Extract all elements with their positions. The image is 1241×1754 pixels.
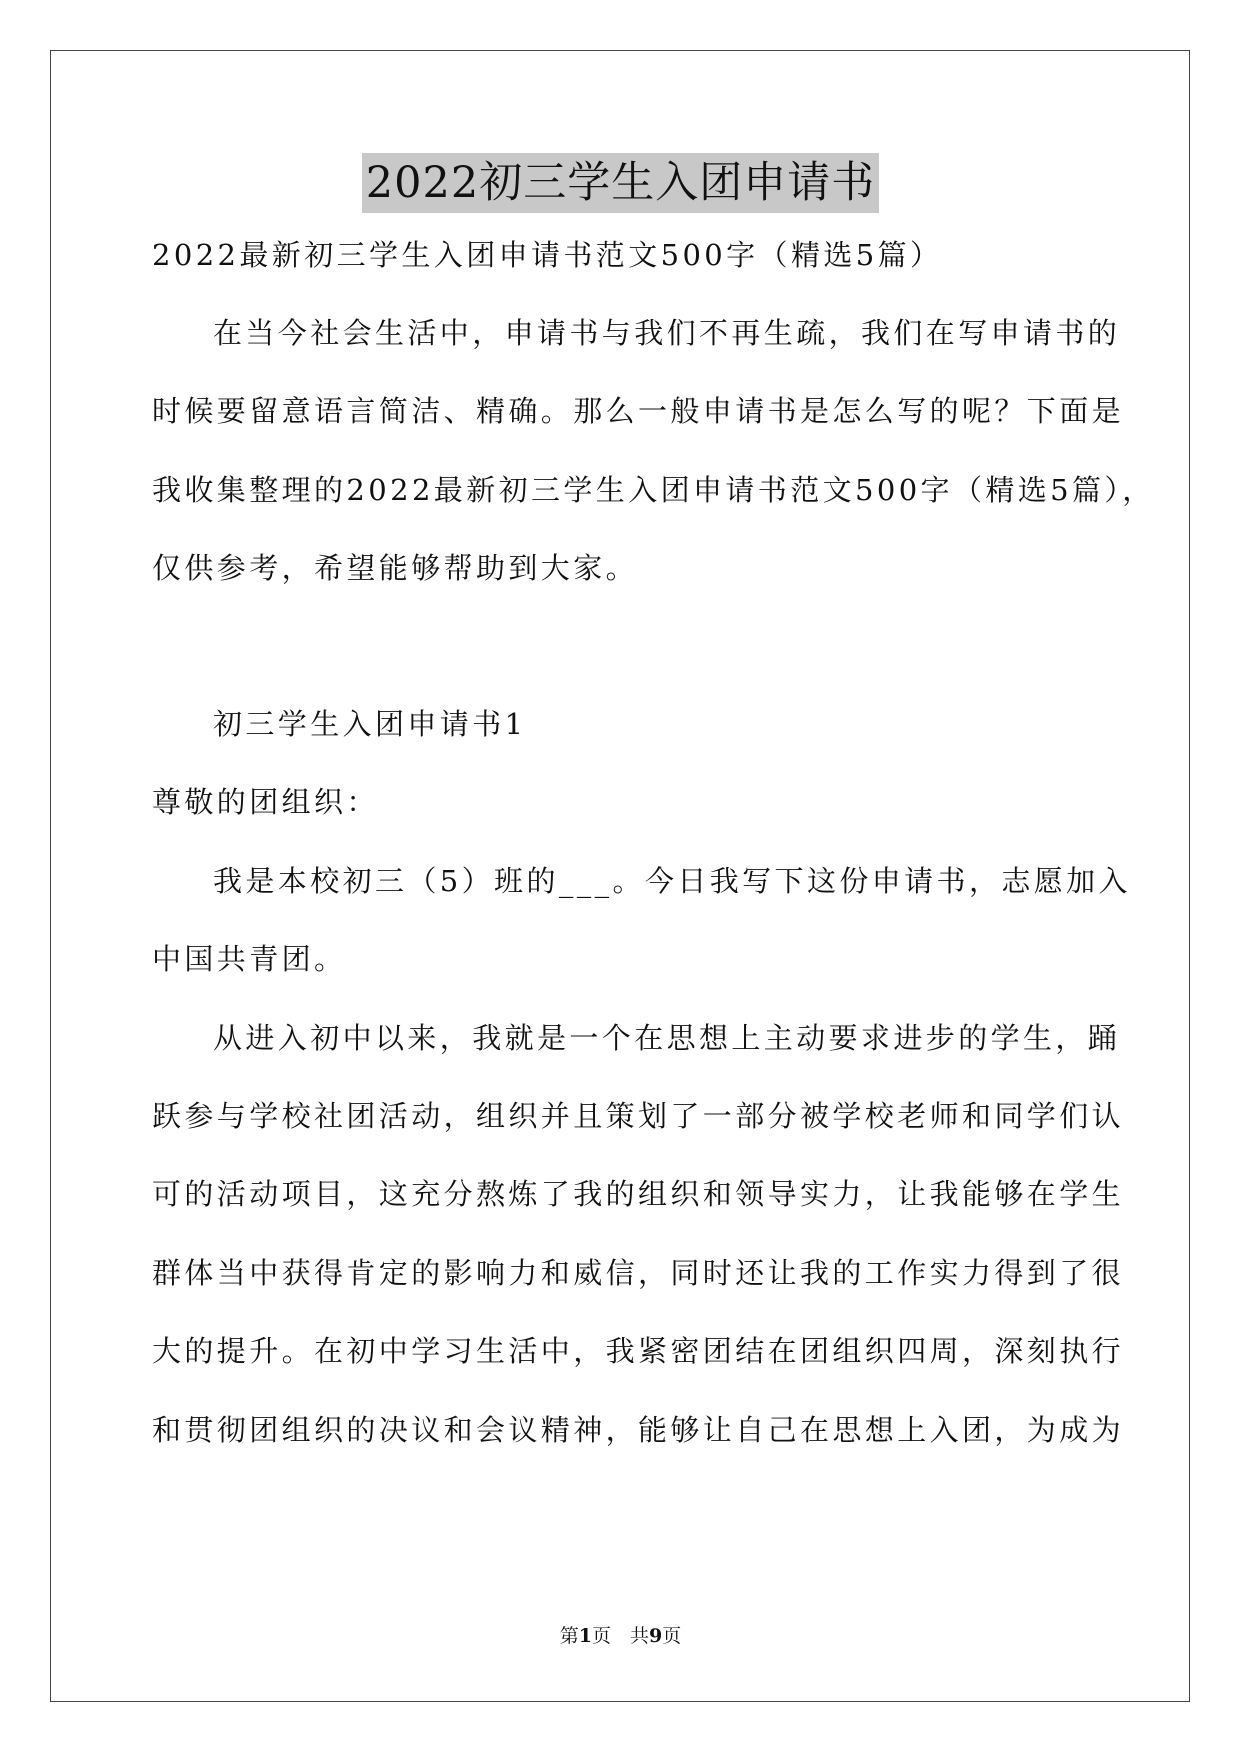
paragraph2-line-4: 群体当中获得肯定的影响力和威信，同时还让我的工作实力得到了很 — [152, 1256, 1125, 1290]
intro-line-3: 我收集整理的2022最新初三学生入团申请书范文500字（精选5篇）， — [152, 473, 1155, 507]
footer-total-pages: 9 — [649, 1625, 663, 1647]
paragraph1-line-2: 中国共青团。 — [152, 942, 347, 976]
intro-line-1: 在当今社会生活中，申请书与我们不再生疏，我们在写申请书的 — [213, 316, 1121, 350]
document-title-text: 2022初三学生入团申请书 — [362, 153, 879, 213]
footer-suffix: 页 — [662, 1625, 682, 1647]
salutation: 尊敬的团组织： — [152, 785, 379, 819]
document-title — [0, 153, 1241, 213]
footer-page-number: 1 — [578, 1625, 592, 1647]
document-subtitle: 2022最新初三学生入团申请书范文500字（精选5篇） — [152, 238, 943, 272]
paragraph1-line-1: 我是本校初三（5）班的___。今日我写下这份申请书，志愿加入 — [213, 864, 1131, 898]
footer-prefix: 第 — [559, 1625, 579, 1647]
paragraph2-line-3: 可的活动项目，这充分熬炼了我的组织和领导实力，让我能够在学生 — [152, 1177, 1125, 1211]
page-footer — [0, 1624, 1241, 1648]
paragraph2-line-5: 大的提升。在初中学习生活中，我紧密团结在团组织四周，深刻执行 — [152, 1334, 1125, 1368]
paragraph2-line-2: 跃参与学校社团活动，组织并且策划了一部分被学校老师和同学们认 — [152, 1099, 1125, 1133]
paragraph2-line-6: 和贯彻团组织的决议和会议精神，能够让自己在思想上入团，为成为 — [152, 1413, 1125, 1447]
intro-line-4: 仅供参考，希望能够帮助到大家。 — [152, 551, 639, 585]
footer-mid: 页 共 — [591, 1625, 649, 1647]
paragraph2-line-1: 从进入初中以来，我就是一个在思想上主动要求进步的学生，踊 — [213, 1021, 1121, 1055]
section-heading: 初三学生入团申请书1 — [213, 707, 527, 741]
intro-line-2: 时候要留意语言简洁、精确。那么一般申请书是怎么写的呢？下面是 — [152, 394, 1125, 428]
